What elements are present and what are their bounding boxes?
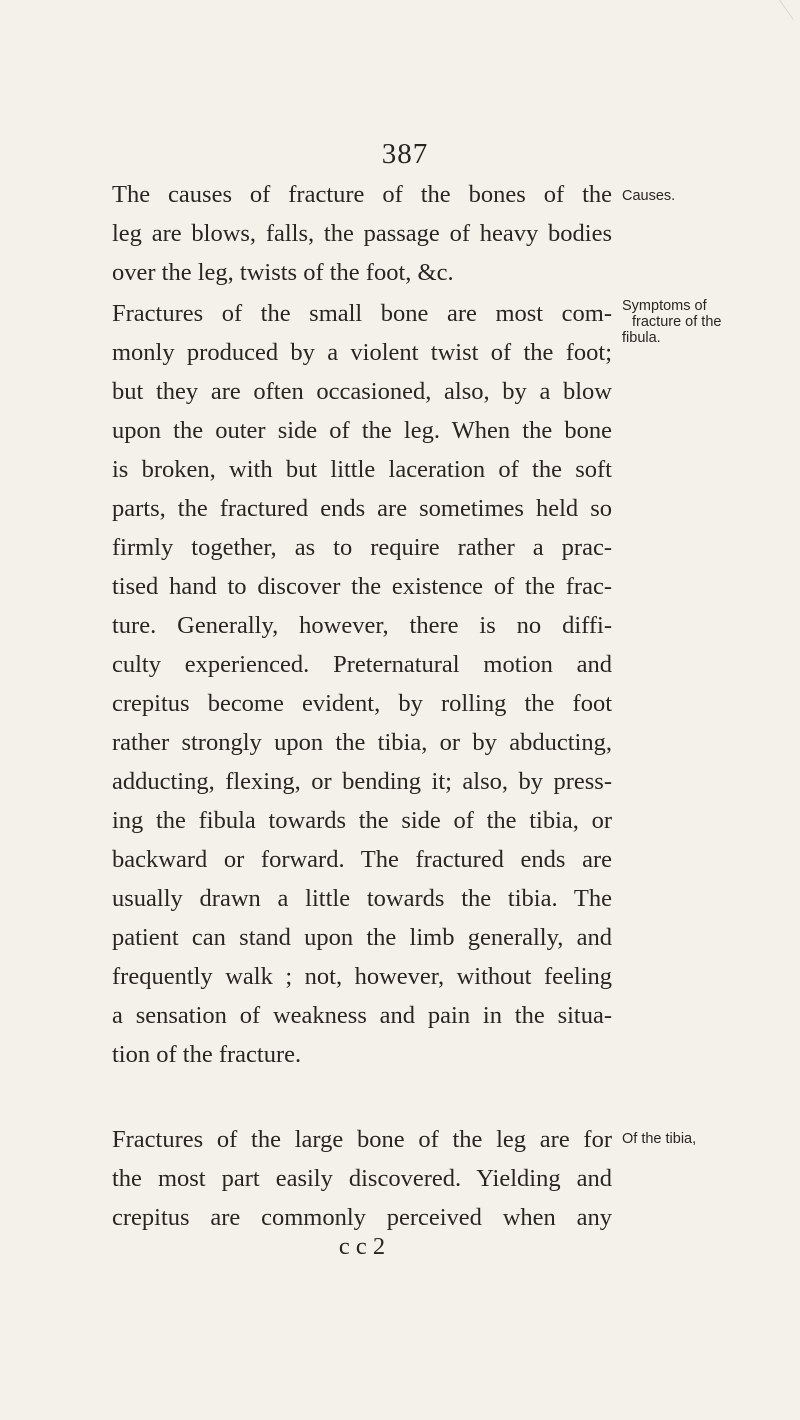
text-line: monly produced by a violent twist of the foot;: [112, 339, 612, 366]
text-line: crepitus become evident, by rolling the foot: [112, 690, 612, 717]
margin-note-fibula: [622, 298, 798, 346]
text-line: Fractures of the small bone are most com-: [112, 300, 612, 327]
margin-note-tibia: [622, 1131, 798, 1147]
text-line: firmly together, as to require rather a prac-: [112, 534, 612, 561]
text-line: upon the outer side of the leg. When the bone: [112, 417, 612, 444]
text-line: rather strongly upon the tibia, or by abducting,: [112, 729, 612, 756]
text-line: usually drawn a little towards the tibia. The: [112, 885, 612, 912]
text-line: crepitus are commonly perceived when any: [112, 1204, 612, 1231]
paragraph-tibia: [112, 1120, 612, 1263]
text-line: but they are often occasioned, also, by a blow: [112, 378, 612, 405]
text-line: culty experienced. Preternatural motion and: [112, 651, 612, 678]
margin-note-causes: [622, 188, 798, 204]
text-line: parts, the fractured ends are sometimes held so: [112, 495, 612, 522]
edge-mark: [779, 0, 800, 20]
margin-note-line: Symptoms of: [622, 298, 707, 314]
signature-mark: c c 2: [338, 1233, 386, 1260]
text-line: Fractures of the large bone of the leg are for: [112, 1126, 612, 1153]
text-line: over the leg, twists of the foot, &c.: [112, 259, 454, 286]
margin-note-line: Of the tibia,: [622, 1131, 697, 1147]
page-number: 387: [381, 138, 429, 170]
margin-note-line: fibula.: [622, 330, 661, 346]
text-line: The causes of fracture of the bones of the: [112, 181, 612, 208]
text-line: frequently walk ; not, however, without feeling: [112, 963, 612, 990]
text-line: ing the fibula towards the side of the tibia, or: [112, 807, 612, 834]
text-line: tion of the fracture.: [112, 1041, 302, 1068]
text-line: a sensation of weakness and pain in the situa-: [112, 1002, 612, 1029]
text-line: is broken, with but little laceration of the soft: [112, 456, 612, 483]
margin-note-line: Causes.: [622, 188, 676, 204]
paragraph-fibula: [112, 294, 612, 1074]
text-line: ture. Generally, however, there is no diffi-: [112, 612, 612, 639]
text-line: patient can stand upon the limb generally, and: [112, 924, 612, 951]
text-line: the most part easily discovered. Yielding and: [112, 1165, 612, 1192]
text-line: backward or forward. The fractured ends are: [112, 846, 612, 873]
text-line: leg are blows, falls, the passage of heavy bodies: [112, 220, 612, 247]
text-line: tised hand to discover the existence of the frac-: [112, 573, 612, 600]
margin-note-line: fracture of the: [632, 314, 722, 330]
text-line: adducting, flexing, or bending it; also, by press-: [112, 768, 612, 795]
paragraph-causes: [112, 175, 612, 292]
